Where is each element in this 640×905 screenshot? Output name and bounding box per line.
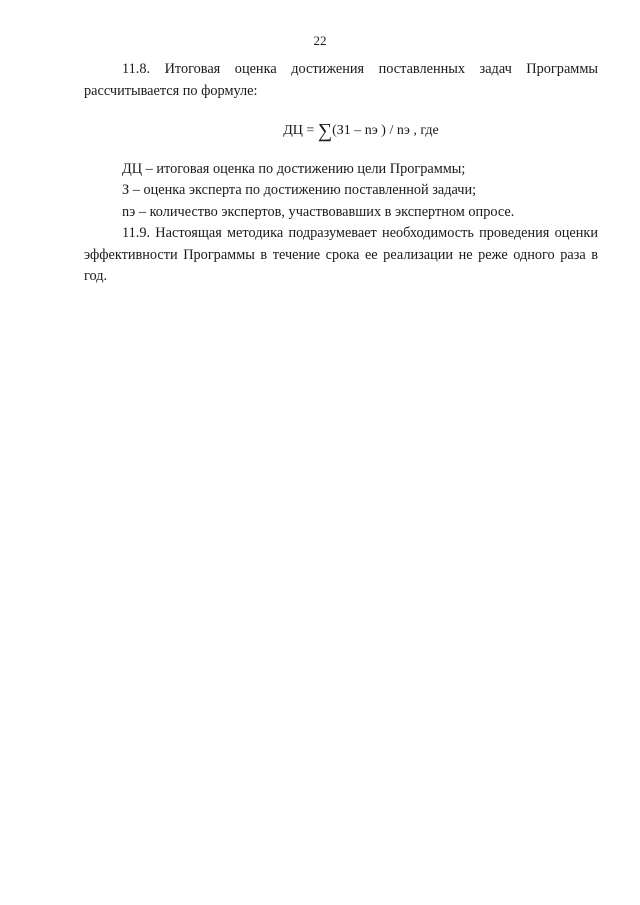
sum-symbol: ∑ bbox=[317, 120, 333, 142]
formula bbox=[124, 120, 598, 142]
document-body bbox=[84, 59, 598, 288]
paragraph-11-8: 11.8. Итоговая оценка достижения поставленных задач Программы рассчитывается по формуле: bbox=[84, 61, 598, 99]
formula-where: где bbox=[416, 123, 439, 138]
paragraph-11-9: 11.9. Настоящая методика подразумевает необходимость проведения оценки эффективности Программы в течение срока ее реализации не реже одного раза в год. bbox=[84, 225, 598, 284]
page-number: 22 bbox=[313, 33, 327, 48]
formula-expression: (З1 – nэ ) / nэ , bbox=[332, 123, 417, 138]
definition-dc: ДЦ – итоговая оценка по достижению цели Программы; bbox=[122, 160, 466, 177]
formula-equals: = bbox=[302, 123, 318, 138]
definition-z: З – оценка эксперта по достижению поставленной задачи; bbox=[122, 182, 477, 198]
formula-lhs: ДЦ bbox=[283, 123, 303, 138]
definition-ne: nэ – количество экспертов, участвовавших в экспертном опросе. bbox=[122, 203, 515, 220]
